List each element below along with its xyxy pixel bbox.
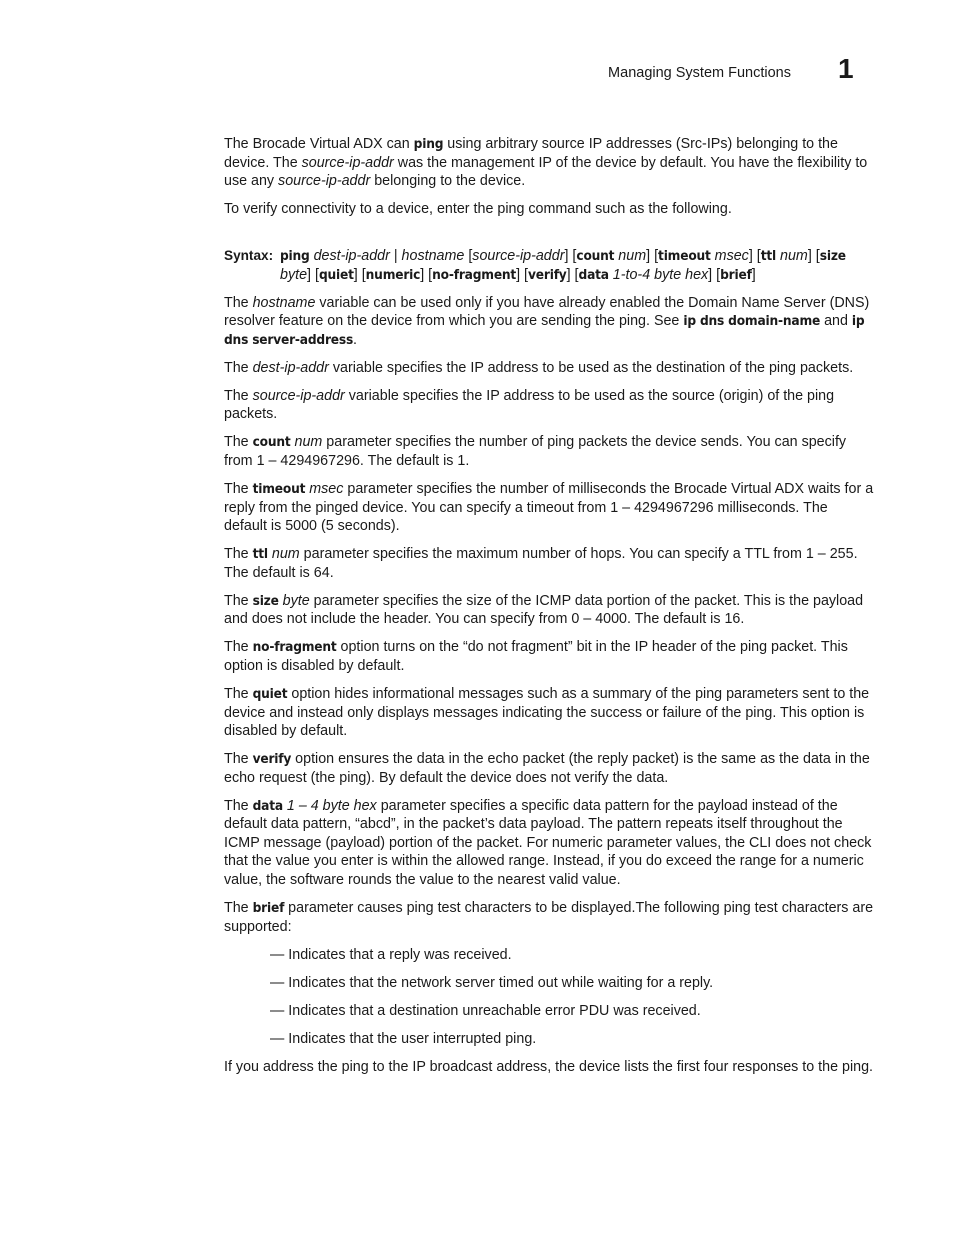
chapter-number: 1 [838, 53, 854, 84]
broadcast-paragraph: If you address the ping to the IP broadcast address, the device lists the first four responses to the ping. [224, 1058, 874, 1075]
hostname-paragraph: The hostname variable can be used only if you have already enabled the Domain Name Server (DNS) resolver feature on the device from which you are sending the ping. See ip dns domain-name and ip dns server-address. [224, 294, 870, 348]
ttl-paragraph: The ttl num parameter specifies the maximum number of hops. You can specify a TTL from 1 – 255. The default is 64. [224, 546, 858, 581]
syntax-line [224, 247, 874, 284]
page-body [224, 135, 874, 1086]
timeout-paragraph: The timeout msec parameter specifies the number of milliseconds the Brocade Virtual ADX waits for a reply from the pinged device. You can specify a timeout from 1 – 4294967296 milliseconds. The default is 5000 (5 seconds). [224, 481, 874, 535]
syntax-label: Syntax: [224, 248, 274, 264]
quiet-paragraph: The quiet option hides informational messages such as a summary of the ping parameters sent to the device and instead only displays messages indicating the success or failure of the ping. This option is disabled by default. [224, 685, 870, 740]
source-ip-paragraph: The source-ip-addr variable specifies the IP address to be used as the source (origin) of the ping packets. [224, 387, 835, 423]
list-item: — Indicates that the network server timed out while waiting for a reply. [270, 974, 714, 991]
section-title: Managing System Functions [608, 65, 791, 81]
count-paragraph: The count num parameter specifies the number of ping packets the device sends. You can specify from 1 – 4294967296. The default is 1. [224, 434, 847, 470]
command-reference: ip dns domain-name [683, 313, 821, 330]
command-reference: ip dns server-address [224, 313, 865, 348]
no-fragment-paragraph: The no-fragment option turns on the “do not fragment” bit in the IP header of the ping packet. This option is disabled by default. [224, 639, 848, 674]
brief-paragraph: The brief parameter causes ping test characters to be displayed.The following ping test characters are supported: [224, 900, 874, 935]
list-item: — Indicates that the user interrupted ping. [270, 1030, 537, 1047]
list-item: — Indicates that a reply was received. [270, 946, 512, 963]
ping-test-characters-list [270, 946, 874, 1049]
verify-paragraph: To verify connectivity to a device, enter the ping command such as the following. [224, 201, 732, 218]
command-keyword: ping [413, 136, 444, 152]
intro-paragraph: The Brocade Virtual ADX can ping using arbitrary source IP addresses (Src-IPs) belonging to the device. The source-ip-addr was the management IP of the device by default. You have the flexibility to use any source-ip-addr belonging to the device. [224, 136, 868, 190]
syntax-body: ping dest-ip-addr | hostname [source-ip-addr] [count num] [timeout msec] [ttl num] [size byte] [quiet] [numeric] [no-fragment] [verify] [data 1-to-4 byte hex] [brief] [280, 248, 846, 283]
size-paragraph: The size byte parameter specifies the size of the ICMP data portion of the packet. This is the payload and does not include the header. You can specify from 0 – 4000. The default is 16. [224, 592, 864, 628]
dest-ip-paragraph: The dest-ip-addr variable specifies the IP address to be used as the destination of the ping packets. [224, 359, 854, 376]
data-paragraph: The data 1 – 4 byte hex parameter specifies a specific data pattern for the payload instead of the default data pattern, “abcd”, in the packet’s data payload. The pattern repeats itself throughout the ICMP message (payload) portion of the packet. For numeric parameter values, the CLI does not check that the value you enter is within the allowed range. Instead, if you do exceed the range for a numeric value, the software rounds the value to the nearest valid value. [224, 797, 872, 889]
verify-option-paragraph: The verify option ensures the data in the echo packet (the reply packet) is the same as the data in the echo request (the ping). By default the device does not verify the data. [224, 751, 870, 786]
list-item: — Indicates that a destination unreachable error PDU was received. [270, 1002, 701, 1019]
